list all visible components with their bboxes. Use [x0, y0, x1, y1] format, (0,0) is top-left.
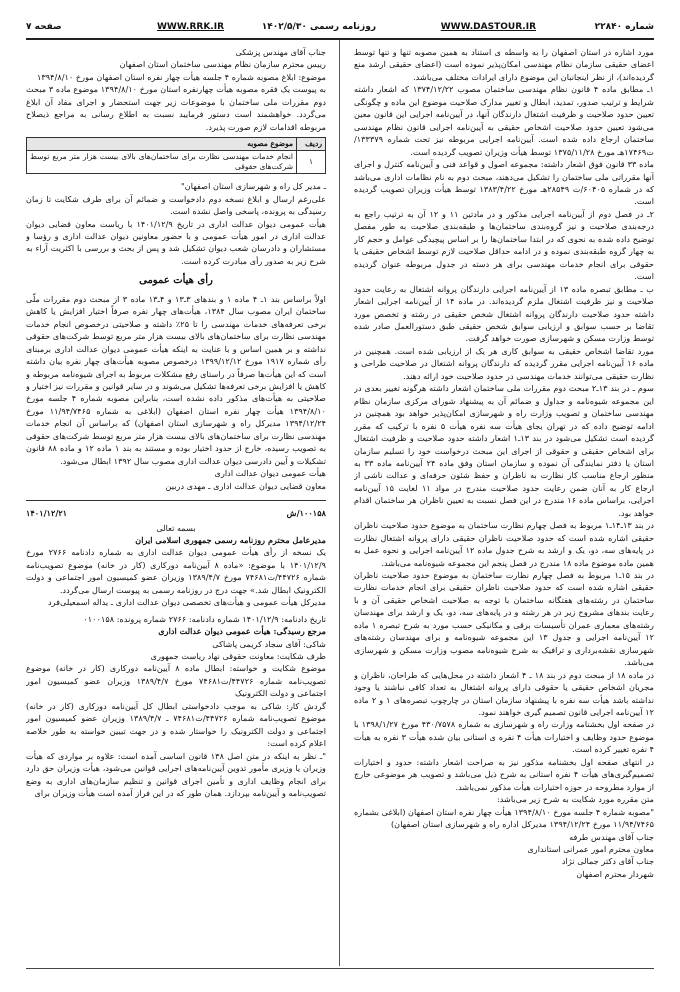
case-meta: گردش کار: شاکی به موجب دادخواستی ابطال کل آیین‌نامه دورکاری (کار در خانه) موضوع تصویب‌نامه شماره ۴۴۷۲۶/ت۷۴۶۸۱ ـ ۱۳۸۹/۴/۷ وزیران عضو کمیسیون امور اجتماعی و دولت الکترونیک را خواستار شده و در جهت تبیین خواسته به طور خلاصه اعلام کرده است:	[26, 700, 326, 749]
addressee-line: رییس محترم سازمان نظام مهندسی ساختمان استان اصفهان	[119, 59, 326, 70]
paragraph: علی‌رغم ارسال و ابلاغ نسخه دوم دادخواست و ضمائم آن برای طرف شکایت تا زمان رسیدگی به پرونده، پاسخی واصل نشده است.	[26, 193, 326, 217]
table-cell: انجام خدمات مهندسی نظارت برای ساختمان‌های بالای بیست هزار متر مربع توسط شرکت‌های حقوقی	[27, 151, 297, 174]
site-link-dastour[interactable]: WWW.DASTOUR.IR	[440, 22, 536, 32]
addressee-line: جناب آقای مهندس پزشکی	[235, 47, 326, 57]
paragraph: ماده ۳۳ قانون فوق اشعار داشته: مجموعه اصول و قواعد فنی و آیین‌نامه کنترل و اجرای آنها مقرراتی ملی ساختمان را تشکیل می‌دهند، مبحث دوم به نام نظامات اداری می‌باشد که در شماره ۶۰۴۰۵/ت ۲۸۵۴۹هـ مورخ ۱۳۸۳/۴/۲۲ توسط هیأت وزیران تصویب گردیده است.	[354, 159, 654, 207]
case-meta: "ـ نظر به اینکه در متن اصل ۱۳۸ قانون اساسی آمده است: علاوه بر مواردی که هیأت وزیران یا وزیری مأمور تدوین آیین‌نامه‌های اجرایی قوانین می‌شود، هیأت وزیران حق دارد برای انجام وظایف اداری و تأمین اجرای قوانین و تنظیم سازمان‌های اداری به وضع تصویب‌نامه و آیین‌نامه بپردازد. همان طور که در این فراز آمده است هیأت وزیران برای	[26, 750, 326, 799]
letter-addressee: مدیرعامل محترم روزنامه رسمی جمهوری اسلامی ایران	[135, 534, 326, 545]
header-rule	[26, 38, 654, 40]
case-meta: شاکی: آقای سجاد کریمی پاشاکی	[212, 638, 326, 649]
case-meta: موضوع شکایت و خواسته: ابطال ماده ۸ آیین‌نامه دورکاری (کار در خانه) موضوع تصویب‌نامه شماره ۴۴۷۲۶/ت۷۴۶۸۱ مورخ ۱۳۸۹/۴/۷ وزیران عضو کمیسیون امور اجتماعی و دولت الکترونیک	[26, 663, 326, 699]
addressee-line: جناب آقای مهندس طرفه	[569, 831, 654, 842]
table-header-row	[27, 138, 326, 151]
page-header	[26, 22, 654, 36]
paragraph: ۲ـ در فصل دوم از آیین‌نامه اجرایی مذکور و در مادتین ۱۱ و ۱۲ آن به ترتیب راجع به درجه‌بندی صلاحیت و نیز گروه‌بندی ساختمان‌ها و طبقه‌بندی صلاحیت به طور مفصل توضیح داده شده به نحوی که در ابتدا ساختمان‌ها را بر اساس پیچیدگی عوامل و حجم کار به چهار گروه طبقه‌بندی نموده و در ادامه حداقل صلاحیت لازم توسط اشخاص حقیقی یا حقوقی برای انجام خدمات مهندسی برای هر دسته در جدول مربوطه عنوان گردیده است.	[354, 208, 654, 282]
reference-number: ۱۰۰۱۵۸/ش	[286, 508, 326, 519]
reference-date: ۱۴۰۱/۱۲/۲۱	[26, 508, 68, 519]
quote-line: "مصوبه شماره ۴ جلسه مورخ ۱۳۹۴/۸/۱۰ هیأت چهار نفره استان اصفهان (ابلاغی بشماره ۱۱/۹۴/۷۴۶۵ مورخ ۱۳۹۴/۱۲/۲۴ مدیرکل اداره راه و شهرسازی استان اصفهان)	[354, 806, 654, 830]
case-meta: مرجع رسیدگی: هیأت عمومی دیوان عدالت اداری	[158, 626, 326, 637]
paragraph: مورد تقاضا اشخاص حقیقی به سوابق کاری هر یک از ارزیابی شده است. همچنین در ماده ۱۶ آیین‌نامه اجرایی مقرر گردیده که دارندگان پروانه اشتغال در صلاحیت طراحی و نظارت حقیقی می‌توانند خدمات مهندسی در حدود صلاحیت خود ارائه دهند.	[354, 345, 654, 381]
ruling-signature: معاون قضایی دیوان عدالت اداری ـ مهدی دربین	[165, 480, 326, 491]
letter-signature: مدیرکل هیأت عمومی و هیأت‌های تخصصی دیوان عدالت اداری ـ یداله اسمعیلی‌فرد	[47, 597, 326, 608]
ruling-signature: هیأت عمومی دیوان عدالت اداری	[214, 468, 326, 479]
paragraph: ۱ـ مطابق ماده ۴ قانون نظام مهندسی ساختمان مصوب ۱۳۷۴/۱۲/۲۲ که اشعار داشته شرایط و ترتیب صدور، تمدید، ابطال و تغییر مدارک صلاحیت موضوع این ماده و چگونگی تعیین حدود صلاحیت و ظرفیت اشتغال دارندگان آنها، در آیین‌نامه اجرایی این قانون معین می‌شود تعیین حدود صلاحیت اشخاص حقیقی به آیین‌نامه اجرایی قانون نظام مهندسی ساختمان ارجاع داده شده است. آیین‌نامه اجرایی مربوطه نیز تحت شماره ۱۳۳۳۷۹/ت۱۷۴۶۹هـ مورخ ۱۳۷۵/۱۱/۲۸ توسط هیأت وزیران تصویب گردیده است.	[354, 84, 654, 157]
section-divider	[26, 500, 326, 501]
signature-line: ـ مدیر کل راه و شهرسازی استان اصفهان"	[180, 181, 326, 192]
column-header-subject: موضوع مصوبه	[27, 138, 297, 151]
subject-line: موضوع: ابلاغ مصوبه شماره ۴ جلسه هیأت چهار نفره استان اصفهان مورخ ۱۳۹۴/۸/۱۰	[36, 71, 326, 82]
footer-rule	[26, 968, 654, 969]
site-link-rrk[interactable]: WWW.RRK.IR	[157, 22, 224, 32]
letter-body: یک نسخه از رأی هیأت عمومی دیوان عدالت اداری به شماره دادنامه ۲۷۶۶ مورخ ۱۴۰۱/۱۲/۹ با موضوع: «ماده ۸ آیین‌نامه دورکاری (کار در خانه) موضوع تصویب‌نامه شماره ۴۴۷۲۶/ت۷۴۶۸۱ مورخ ۱۳۸۹/۴/۷ وزیران عضو کمیسیون امور اجتماعی و دولت الکترونیک ابطال شد.» جهت درج در روزنامه رسمی به پیوست ارسال می‌گردد.	[26, 547, 326, 595]
ruling-paragraph: اولاً براساس بند ۱ـ ۴ ماده ۱ و بندهای ۳ـ۱۳ و ۴ـ۱۳ ماده ۳ از مبحث دوم مقررات ملّی ساختمان ایران مصوب سال ۱۳۸۴، هیأت‌های چهار نفره صرفاً اختیار افزایش یا کاهش برخی تعرفه‌های خدمات مهندسی را تا ۲۵٪ داشته و صلاحیتی درخصوص انجام خدمات مهندسی نظارت برای ساختمان‌های بالای بیست هزار متر مربع توسط شرکت‌های حقوقی نداشته و بر همین اساس و با عنایت به اینکه هیأت عمومی دیوان عدالت اداری برمبنای رأی شماره ۱۹۱۷ مورخ ۱۳۹۹/۱۲/۱۲ درخصوص مصوبه هیأت‌های چهار نفره بیان داشته است که این هیأت‌ها صرفاً در راستای رفع مشکلات مربوط به اجرای شیوه‌نامه مربوطه و کاهش یا افزایش برخی تعرفه‌ها تشکیل می‌شوند و در سایر قوانین و مقررات نیز اختیار و صلاحیتی به هیأت‌های مذکور داده نشده است، بنابراین مصوبه شماره ۴ جلسه مورخ ۱۳۹۴/۸/۱۰ هیأت چهار نفره استان اصفهان (ابلاغی به شماره ۱۱/۹۴/۷۴۶۵ مورخ ۱۳۹۴/۱۲/۲۴ مدیرکل راه و شهرسازی استان اصفهان) که براساس آن انجام خدمات مهندسی نظارت برای ساختمان‌های بالای بیست هزار متر مربع توسط شرکت‌های حقوقی به تصویب رسیده، خارج از حدود اختیار بوده و مستند به بند ۱ ماده ۱۲ و ماده ۸۸ قانون تشکیلات و آیین دادرسی دیوان عدالت اداری مصوب سال ۱۳۹۲ ابطال می‌شود.	[26, 293, 326, 466]
case-meta: تاریخ دادنامه: ۱۴۰۱/۱۲/۹ شماره دادنامه: ۲۷۶۶ شماره پرونده: ۰۱۰۰۱۵۸	[83, 613, 326, 624]
page-number: صفحه ۷	[26, 22, 62, 32]
resolution-table	[26, 137, 326, 174]
table-cell: ۱	[297, 151, 326, 174]
paragraph: در صفحه اول بخشنامه وزارت راه و شهرسازی به شماره ۴۳۰/۷۵۷۸ مورخ ۱۳۹۸/۱/۲۷ با موضوع حدود وظایف و اختیارات هیأت ۴ نفره ی استانی بیان شده هیأت ۳ نفره به هیأت ۴ نفره تغییر کرده است.	[354, 719, 654, 755]
table-row	[27, 151, 326, 174]
paragraph: در بند ۱۳ـ۱۴ـ۱ مربوط به فصل چهارم نظارت ساختمان به موضوع حدود صلاحیت ناظران حقیقی اشاره شده است که حدود صلاحیت ناظران حقیقی دارای پروانه اشتغال نظارت در پایه‌های سه، دو، یک و ارشد به شرح جدول ماده ۱۲ آیین‌نامه اجرایی و نحوه عمل به همین ماده موضوع ماده ۱۸ مندرج در فصل پنجم این مجموعه شیوه‌نامه می‌باشد.	[354, 520, 654, 568]
addressee-line: شهردار محترم اصفهان	[576, 868, 654, 879]
column-separator	[339, 40, 340, 966]
gazette-date: روزنامه رسمی ۱۴۰۲/۵/۳۰	[261, 22, 376, 32]
paragraph: هیأت عمومی دیوان عدالت اداری در تاریخ ۱۴۰۱/۱۲/۹ با ریاست معاون قضایی دیوان عدالت اداری در امور هیأت عمومی و با حضور معاونین دیوان عدالت اداری و رؤسا و مستشاران و دادرسان شعب دیوان تشکیل شد و پس از بحث و بررسی با اکثریت آراء به شرح زیر به صدور رأی مبادرت کرده است.	[26, 218, 326, 266]
reference-line	[26, 507, 326, 519]
paragraph: سوم ـ در بند ۱۳ـ۲ مبحث دوم مقررات ملی ساختمان اشعار داشته هرگونه تغییر بعدی در این مجموعه شیوه‌نامه و جداول و ضمائم آن به پیشنهاد شورای مرکزی سازمان نظام مهندسی ساختمان و تصویب وزارت راه و شهرسازی امکان‌پذیر خواهد بود همچنین در ادامه توضیح داده که در تهران بجای هیأت سه نفره هیأت ۵ نفره با ترکیب که مقرر گردیده است تشکیل می‌شود در بند ۱۳ـ۱ اشعار داشته حدود صلاحیت و ظرفیت اشتغال برای اشخاص حقیقی و حقوقی از اجرای این مبحث درخواست خود را تسلیم سازمان استان یا دفتر نمایندگی آن نموده و سازمان استان وفق ماده ۲۴ آیین‌نامه ماده ۳۳ به منظور ارجاع مناسب کار نظارت به ناظران و حفظ شئون حرفه‌ای و عدالت ناشی از ارجاع کار به آنان ضمن رعایت حدود صلاحیت مندرج در مواد ۱۱ لغایت ۱۵ آیین‌نامه اجرایی، براساس ماده ۱۶ مندرج در این فصل نسبت به تعیین ناظران هر ساختمان اقدام خواهد بود.	[354, 383, 654, 518]
paragraph: در بند ۱۵ـ۱ مربوط به فصل چهارم نظارت ساختمان به موضوع حدود صلاحیت ناظران حقیقی اشاره شده است که حدود صلاحیت ناظران حقیقی برای انجام خدمات نظارت ساختمان در رشته‌های هفتگانه ساختمان با توجه به صلاحیت اشخاص حقیقی آن و با رعایت بندهای مشروح زیر در هر رشته و در پایه‌های سه، دو، یک و ارشد برای مهندسان رشته‌های معماری عمران تأسیسات برقی و مکانیکی حسب مورد به شرح تبصره ۱ ماده ۱۲ آیین‌نامه اجرایی و جدول ۱۳ این مجموعه شیوه‌نامه و برای مهندسان رشته‌های شهرسازی نقشه‌برداری و ترافیک به شرح شیوه‌نامه مصوب وزارت مسکن و شهرسازی می‌باشد.	[354, 570, 654, 668]
paragraph: در انتهای صفحه اول بخشنامه مذکور نیز به صراحت اشعار داشته: حدود و اختیارات تصمیم‌گیری‌های هیأت ۴ نفره استانی به شرح ذیل می‌باشد و تصویب هر موضوعی خارج از موارد مطروحه در حوزه اختیارات هیأت مذکور نمی‌باشد.	[354, 756, 654, 792]
case-meta: طرف شکایت: معاونت حقوقی نهاد ریاست جمهوری	[150, 651, 326, 662]
paragraph: ب ـ مطابق تبصره ماده ۱۳ از آیین‌نامه اجرایی دارندگان پروانه اشتغال به رعایت حدود صلاحیت و نیز ظرفیت اشتغال ملزم گردیده‌اند. در ماده ۱۴ از آیین‌نامه اجرایی اشعار داشته حدود صلاحیت دارندگان پروانه اشتغال شخص حقیقی در رشته و تخصص مورد تقاضا بر حسب سوابق و ارزیابی سوابق شخص حقیقی طبق دستورالعمل صادر شده توسط وزارت مسکن و شهرسازی صورت خواهد گرفت.	[354, 283, 654, 344]
basmala: بسمه تعالی	[156, 522, 196, 533]
left-column	[26, 46, 326, 964]
right-column	[354, 46, 654, 964]
paragraph: متن مقرره مورد شکایت به شرح زیر می‌باشد:	[497, 794, 654, 805]
addressee-line: جناب آقای دکتر جمالی نژاد	[561, 856, 654, 867]
issue-number: شماره ۲۲۸۴۰	[594, 22, 654, 32]
column-header-row-number: ردیف	[297, 138, 326, 151]
paragraph: مورد اشاره در استان اصفهان را به واسطه ی استناد به همین مصوبه تنها و تنها توسط اعضای حقیقی سازمان نظام مهندسی امکان‌پذیر نموده است (اعضای حقیقی ارشد منع گردیده‌اند)، از نظر اینجانبان این موضوع دارای ایرادات مختلف می‌باشد.	[354, 47, 654, 82]
addressee-line: معاون محترم امور عمرانی استانداری	[527, 844, 654, 854]
paragraph: به پیوست یک فقره مصوبه هیأت چهارنفره استان مورخ ۱۳۹۴/۸/۱۰ موضوع ماده ۳ مبحث دوم مقررات ملی ساختمان با موضوعات زیر جهت استحضار و اجرای مفاد آن ابلاغ می‌گردد. خواهشمند است دستور فرمایید نسبت به اطلاع رسانی به مراجع ذیصلاح مربوطه اقدامات لازم صورت پذیرد.	[26, 84, 326, 132]
ruling-title: رأی هیأت عمومی	[139, 275, 213, 287]
paragraph: در ماده ۱۸ از مبحث دوم در بند ۱۸ ـ ۴ اشعار داشته در محل‌هایی که طراحان، ناظران و مجریان اشخاص حقیقی یا حقوقی دارای پروانه اشتغال به تعداد کافی نباشند یا وجود نداشته باشد هیأت سه نفره با پیشنهاد سازمان استان در چارچوب تبصره‌های ۱ و ۲ ماده ۱۲ آیین‌نامه اجرایی قانون تصمیم گیری خواهند نمود.	[354, 669, 654, 718]
